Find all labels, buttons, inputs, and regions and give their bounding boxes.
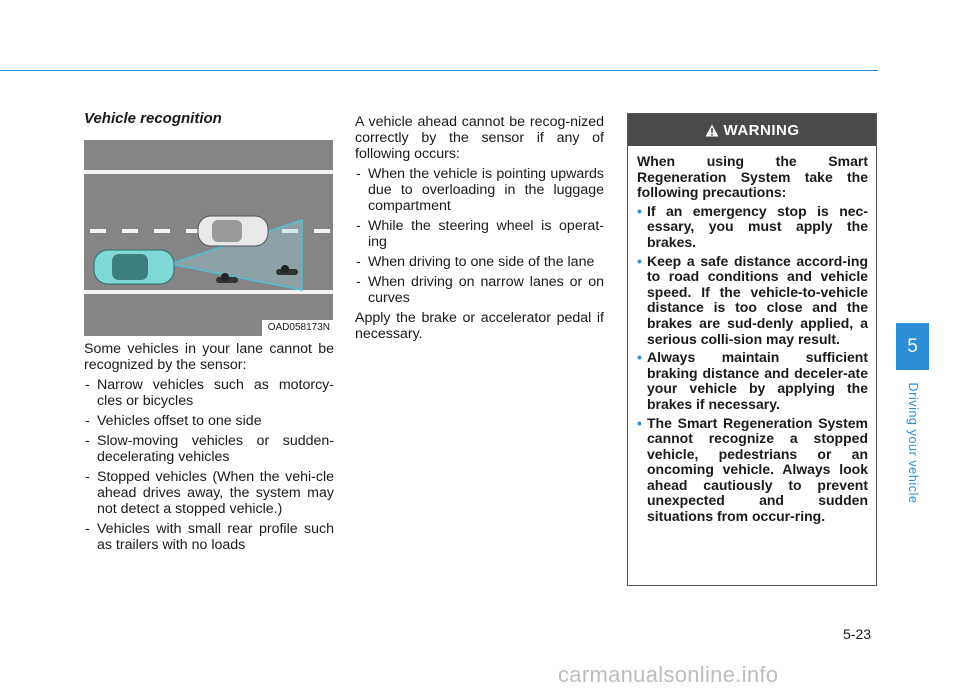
warning-heading: WARNING [723,121,800,139]
list-item: • Always maintain sufficient braking distance and deceler-ate your vehicle by applying the brakes if necessary. [637,350,868,412]
list-item: - Vehicles with small rear profile such as trailers with no loads [84,521,334,553]
chapter-label: Driving your vehicle [906,382,920,504]
middle-intro: A vehicle ahead cannot be recog-nized correctly by the sensor if any of following occurs: [355,114,604,162]
list-item: - Slow-moving vehicles or sudden-decelerating vehicles [84,433,334,465]
list-item: • The Smart Regeneration System cannot recognize a stopped vehicle, pedestrians or an oncoming vehicle. Always look ahead cautiously to prevent unexpected and sudden situations from occur-ring. [637,416,868,525]
unrecognized-vehicle-list [84,377,334,553]
vehicle-recognition-figure [84,140,333,336]
top-rule [0,70,878,71]
list-item: • If an emergency stop is nec-essary, you must apply the brakes. [637,204,868,251]
ego-vehicle-icon [94,250,174,284]
list-item: - While the steering wheel is operat-ing [355,218,604,250]
list-item: • Keep a safe distance accord-ing to road conditions and vehicle speed. If the vehicle-to-vehicle distance is too close and the brakes are sud-denly applied, a serious colli-sion may result. [637,254,868,348]
warning-triangle-icon [705,124,719,137]
list-item: - Narrow vehicles such as motorcy-cles or bicycles [84,377,334,409]
road-illustration [84,140,333,336]
warning-box [627,113,877,586]
recognition-conditions-list [355,166,604,306]
list-item: - Stopped vehicles (When the vehi-cle ahead drives away, the system may not detect a stopped vehicle.) [84,469,334,517]
section-title: Vehicle recognition [84,110,222,127]
warning-body [628,146,876,525]
warning-header [628,114,876,146]
watermark: carmanualsonline.info [558,662,779,687]
vehicle-ahead-icon [198,216,268,246]
left-column [84,341,334,557]
chapter-tab: 5 [896,323,929,370]
figure-code: OAD058173N [262,320,333,336]
warning-intro: When using the Smart Regeneration System take the following precautions: [637,153,868,201]
middle-column [355,114,604,346]
list-item: - Vehicles offset to one side [84,413,334,429]
page-number: 5-23 [843,626,872,642]
left-intro: Some vehicles in your lane cannot be recognized by the sensor: [84,341,334,373]
warning-list [637,204,868,525]
list-item: - When the vehicle is pointing upwards due to overloading in the luggage compartment [355,166,604,214]
list-item: - When driving to one side of the lane [355,254,604,270]
list-item: - When driving on narrow lanes or on curves [355,274,604,306]
middle-outro: Apply the brake or accelerator pedal if necessary. [355,310,604,342]
